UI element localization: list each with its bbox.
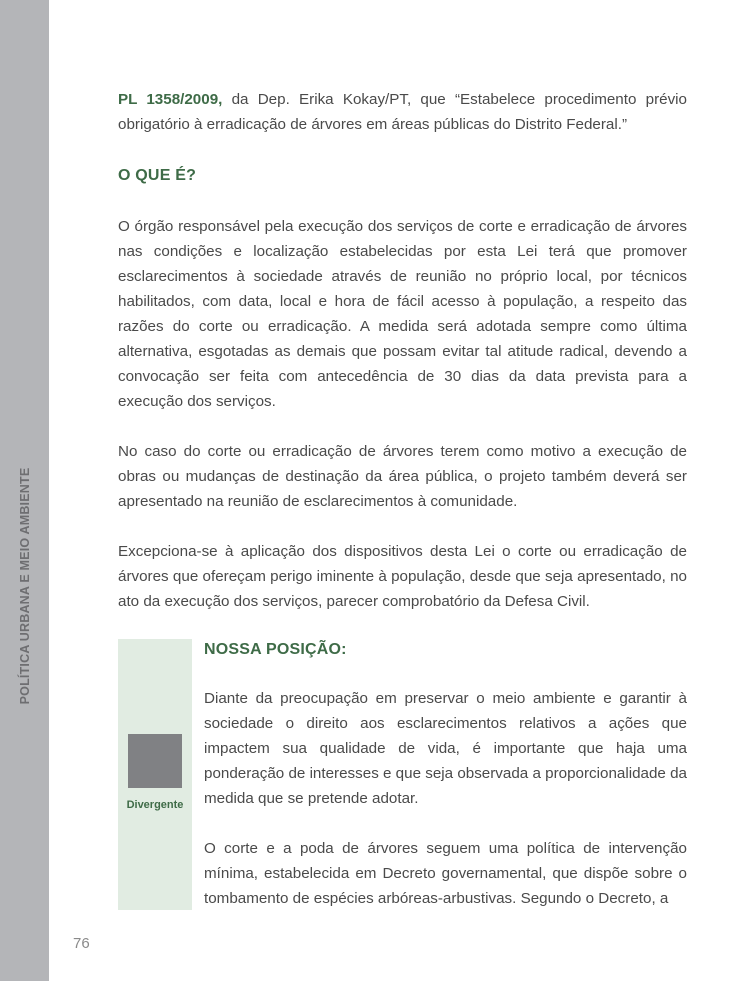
position-heading: NOSSA POSIÇÃO: (204, 641, 347, 658)
position-label: Divergente (126, 799, 184, 811)
bill-intro (118, 87, 687, 137)
what-is-paragraph: O órgão responsável pela execução dos serviços de corte e erradicação de árvores nas condições e localização estabelecidas por esta Lei terá que promover esclarecimentos à sociedade através de reunião no próprio local, por técnicos habilitados, com data, local e hora de fácil acesso à população, a respeito das razões do corte ou erradicação. A medida será adotada sempre como última alternativa, esgotadas as demais que possam evitar tal atitude radical, devendo a convocação ser feita com antecedência de 30 dias da data prevista para a execução dos serviços. (118, 218, 687, 410)
bill-code: PL 1358/2009, (118, 91, 223, 108)
position-indicator-panel (118, 639, 192, 910)
what-is-paragraph: Excepciona-se à aplicação dos dispositivos desta Lei o corte ou erradicação de árvores que ofereçam perigo iminente à população, desde que seja apresentado, no ato da execução dos serviços, parecer comprobatório da Defesa Civil. (118, 543, 687, 610)
section-title-vertical: POLÍTICA URBANA E MEIO AMBIENTE (18, 467, 32, 705)
position-indicator-square (128, 734, 182, 788)
what-is-heading: O QUE É? (118, 167, 197, 184)
side-strip (0, 0, 49, 981)
bill-description: da Dep. Erika Kokay/PT, que “Estabelece procedimento prévio obrigatório à erradicação de árvores em áreas públicas do Distrito Federal.” (118, 91, 687, 133)
page-number: 76 (73, 935, 90, 952)
position-block (118, 639, 687, 910)
what-is-paragraph: No caso do corte ou erradicação de árvores terem como motivo a execução de obras ou mudanças de destinação da área pública, o projeto também deverá ser apresentado na reunião de esclarecimentos à comunidade. (118, 443, 687, 510)
page-content (118, 87, 687, 910)
position-paragraph: O corte e a poda de árvores seguem uma política de intervenção mínima, estabelecida em Decreto governamental, que dispõe sobre o tombamento de espécies arbóreas-arbustivas. Segundo o Decreto, a (204, 840, 687, 907)
position-text (204, 639, 687, 936)
position-paragraph: Diante da preocupação em preservar o meio ambiente e garantir à sociedade o direito aos esclarecimentos relativos a ações que impactem sua qualidade de vida, é importante que haja uma ponderação de interesses e que seja observada a proporcionalidade da medida que se pretende adotar. (204, 690, 687, 807)
